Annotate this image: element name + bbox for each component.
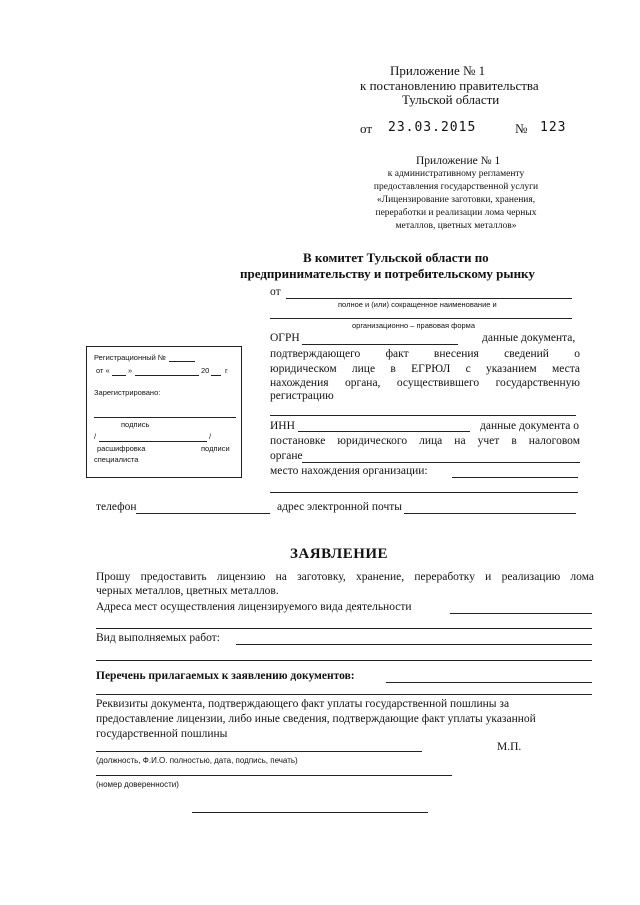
ogrn-line-text: юридическом лице в ЕГРЮЛ с указанием места xyxy=(270,362,580,375)
reg-month-field[interactable] xyxy=(135,375,199,376)
form-hint: организационно – правовая форма xyxy=(352,321,476,330)
addressee-line-1: В комитет Тульской области по xyxy=(303,250,489,265)
inn-description: постановке юридического лица на учет в налоговом xyxy=(270,435,580,447)
email-label: адрес электронной почты xyxy=(277,501,402,513)
location-line-2[interactable] xyxy=(270,492,578,493)
decree-number: 123 xyxy=(540,120,567,135)
reg-day-field[interactable] xyxy=(112,375,126,376)
signatures-hint: подписи xyxy=(201,444,230,453)
slash-close: / xyxy=(209,432,212,441)
requisites-text xyxy=(96,697,536,742)
signature-hint: подпись xyxy=(121,420,150,429)
works-field[interactable] xyxy=(236,644,592,645)
reg-year-prefix: 20 xyxy=(201,366,210,375)
works-label: Вид выполняемых работ: xyxy=(96,632,220,644)
reglament-line: «Лицензирование заготовки, хранения, xyxy=(376,195,536,205)
request-line-1: Прошу предоставить лицензию на заготовку, хранение, переработку и реализацию лома xyxy=(96,571,594,583)
registered-label: Зарегистрировано: xyxy=(94,388,161,397)
addresses-field[interactable] xyxy=(450,613,592,614)
documents-label: Перечень прилагаемых к заявлению документов: xyxy=(96,670,355,682)
email-field[interactable] xyxy=(404,513,576,514)
requisites-line: Реквизиты документа, подтверждающего факт уплаты государственной пошлины за xyxy=(96,698,510,710)
form-line[interactable] xyxy=(270,318,572,319)
requisites-line: предоставление лицензии, либо иные сведения, подтверждающие факт уплаты указанной xyxy=(96,713,536,725)
reg-quote-close: » xyxy=(128,366,133,375)
reg-date-from: от « xyxy=(96,366,110,375)
reglament-line: металлов, цветных металлов» xyxy=(395,221,517,231)
reglament-line: переработки и реализации лома черных xyxy=(375,208,537,218)
phone-label: телефон xyxy=(96,501,137,513)
decree-date: 23.03.2015 xyxy=(388,120,477,135)
appendix-decree-line: к постановлению правительства xyxy=(360,78,539,93)
position-hint: (должность, Ф.И.О. полностью, дата, подпись, печать) xyxy=(96,756,298,765)
reg-number-field[interactable] xyxy=(169,361,195,362)
ogrn-tail: данные документа, xyxy=(482,332,576,344)
requisites-line: государственной пошлины xyxy=(96,728,228,740)
reglament-text xyxy=(340,168,572,233)
ogrn-description xyxy=(270,347,580,391)
reglament-line: к административному регламенту xyxy=(387,169,525,179)
slash-open: / xyxy=(94,432,97,441)
works-field-2[interactable] xyxy=(96,660,592,661)
reglament-title: Приложение № 1 xyxy=(416,155,501,167)
addresses-label: Адреса мест осуществления лицензируемого вида деятельности xyxy=(96,601,412,613)
specialist-hint: специалиста xyxy=(94,455,139,464)
reg-year-field[interactable] xyxy=(211,375,221,376)
ogrn-last: регистрацию xyxy=(270,390,334,402)
reg-year-suffix: г xyxy=(225,366,228,375)
location-line[interactable] xyxy=(452,477,578,478)
documents-field-2[interactable] xyxy=(96,694,592,695)
number-prefix: № xyxy=(515,121,528,136)
signature-line[interactable] xyxy=(94,417,236,418)
proxy-field[interactable] xyxy=(96,775,452,776)
phone-field[interactable] xyxy=(136,513,270,514)
organ-line[interactable] xyxy=(302,462,580,463)
name-line[interactable] xyxy=(286,298,572,299)
decrypt-line[interactable] xyxy=(99,441,207,442)
stamp-label: М.П. xyxy=(497,741,522,753)
request-line-2: черных металлов, цветных металлов. xyxy=(96,585,279,597)
decrypt-hint: расшифровка xyxy=(97,444,146,453)
location-label: место нахождения организации: xyxy=(270,465,428,477)
from-label: от xyxy=(270,286,281,298)
name-hint: полное и (или) сокращенное наименование и xyxy=(338,300,497,309)
inn-label: ИНН xyxy=(270,420,295,432)
appendix-title: Приложение № 1 xyxy=(390,63,486,78)
addresses-field-2[interactable] xyxy=(96,628,592,629)
inn-tail: данные документа о xyxy=(480,420,580,432)
ogrn-line-text: нахождения органа, осуществившего государственную xyxy=(270,377,580,389)
reglament-line: предоставления государственной услуги xyxy=(373,182,539,192)
ogrn-extra-line[interactable] xyxy=(270,415,576,416)
registration-box xyxy=(86,346,242,478)
inn-organ: органе xyxy=(270,450,303,462)
inn-line[interactable] xyxy=(298,431,470,432)
proxy-hint: (номер доверенности) xyxy=(96,780,179,789)
date-prefix: от xyxy=(360,121,373,136)
bottom-line[interactable] xyxy=(192,812,428,813)
addressee-line-2: предпринимательству и потребительскому рынку xyxy=(240,266,535,281)
ogrn-line[interactable] xyxy=(302,344,458,345)
appendix-region-line: Тульской области xyxy=(402,92,500,107)
ogrn-line-text: подтверждающего факт внесения сведений о xyxy=(270,348,580,360)
position-field[interactable] xyxy=(96,751,422,752)
statement-title: ЗАЯВЛЕНИЕ xyxy=(290,546,389,562)
ogrn-label: ОГРН xyxy=(270,332,300,344)
reg-number-label: Регистрационный № xyxy=(94,353,166,362)
documents-field[interactable] xyxy=(386,682,592,683)
